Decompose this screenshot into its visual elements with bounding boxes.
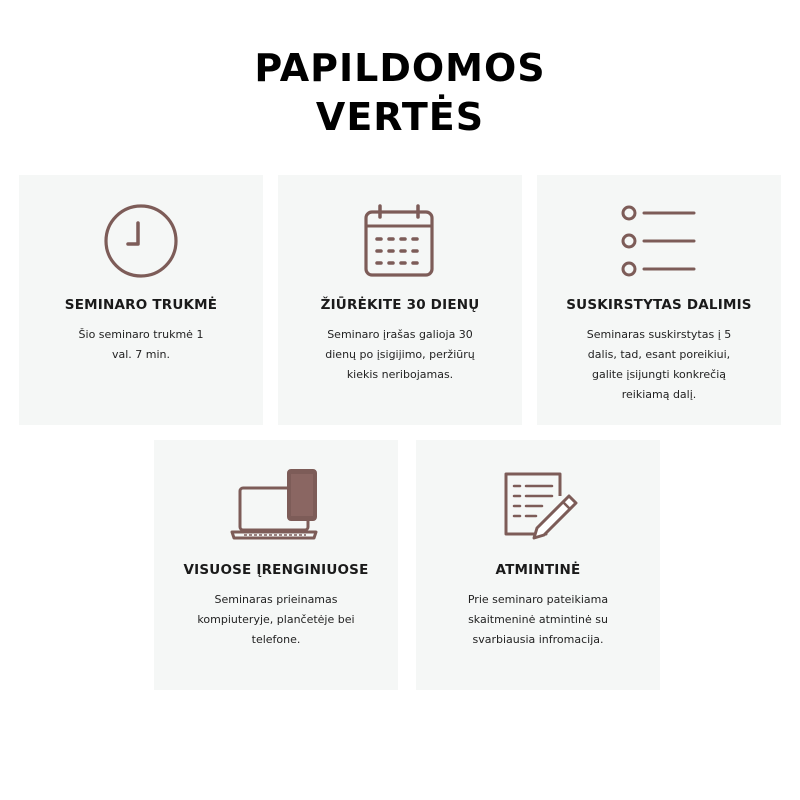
card-heading: ŽIŪRĖKITE 30 DIENŲ [320, 297, 480, 313]
card-heading: SUSKIRSTYTAS DALIMIS [566, 297, 752, 313]
page-title [0, 44, 800, 142]
card-description: Šio seminaro trukmė 1 val. 7 min. [78, 328, 204, 361]
feature-card-devices [154, 440, 398, 690]
card-description: Prie seminaro pateikiama skaitmeninė atmintinė su svarbiausia infromacija. [467, 593, 609, 646]
feature-card-duration [19, 175, 263, 425]
card-heading: SEMINARO TRUKMĖ [64, 297, 218, 313]
feature-card-notes [416, 440, 660, 690]
page-title-line-2: VERTĖS [315, 95, 485, 139]
card-description: Seminaras prieinamas kompiuteryje, plančetėje bei telefone. [197, 593, 355, 646]
card-heading: ATMINTINĖ [495, 562, 581, 578]
page-title-line-1: PAPILDOMOS [254, 46, 546, 90]
feature-card-30-days [278, 175, 522, 425]
notes-pencil-icon [416, 464, 660, 548]
card-description: Seminaro įrašas galioja 30 dienų po įsigijimo, peržiūrų kiekis neribojamas. [325, 328, 475, 381]
card-description: Seminaras suskirstytas į 5 dalis, tad, esant poreikiui, galite įsijungti konkrečią reikiamą dalį. [586, 328, 732, 401]
list-icon [537, 199, 781, 283]
laptop-phone-icon [154, 464, 398, 548]
feature-card-parts [537, 175, 781, 425]
clock-icon [19, 199, 263, 283]
calendar-icon [278, 199, 522, 283]
card-heading: VISUOSE ĮRENGINIUOSE [183, 562, 369, 578]
